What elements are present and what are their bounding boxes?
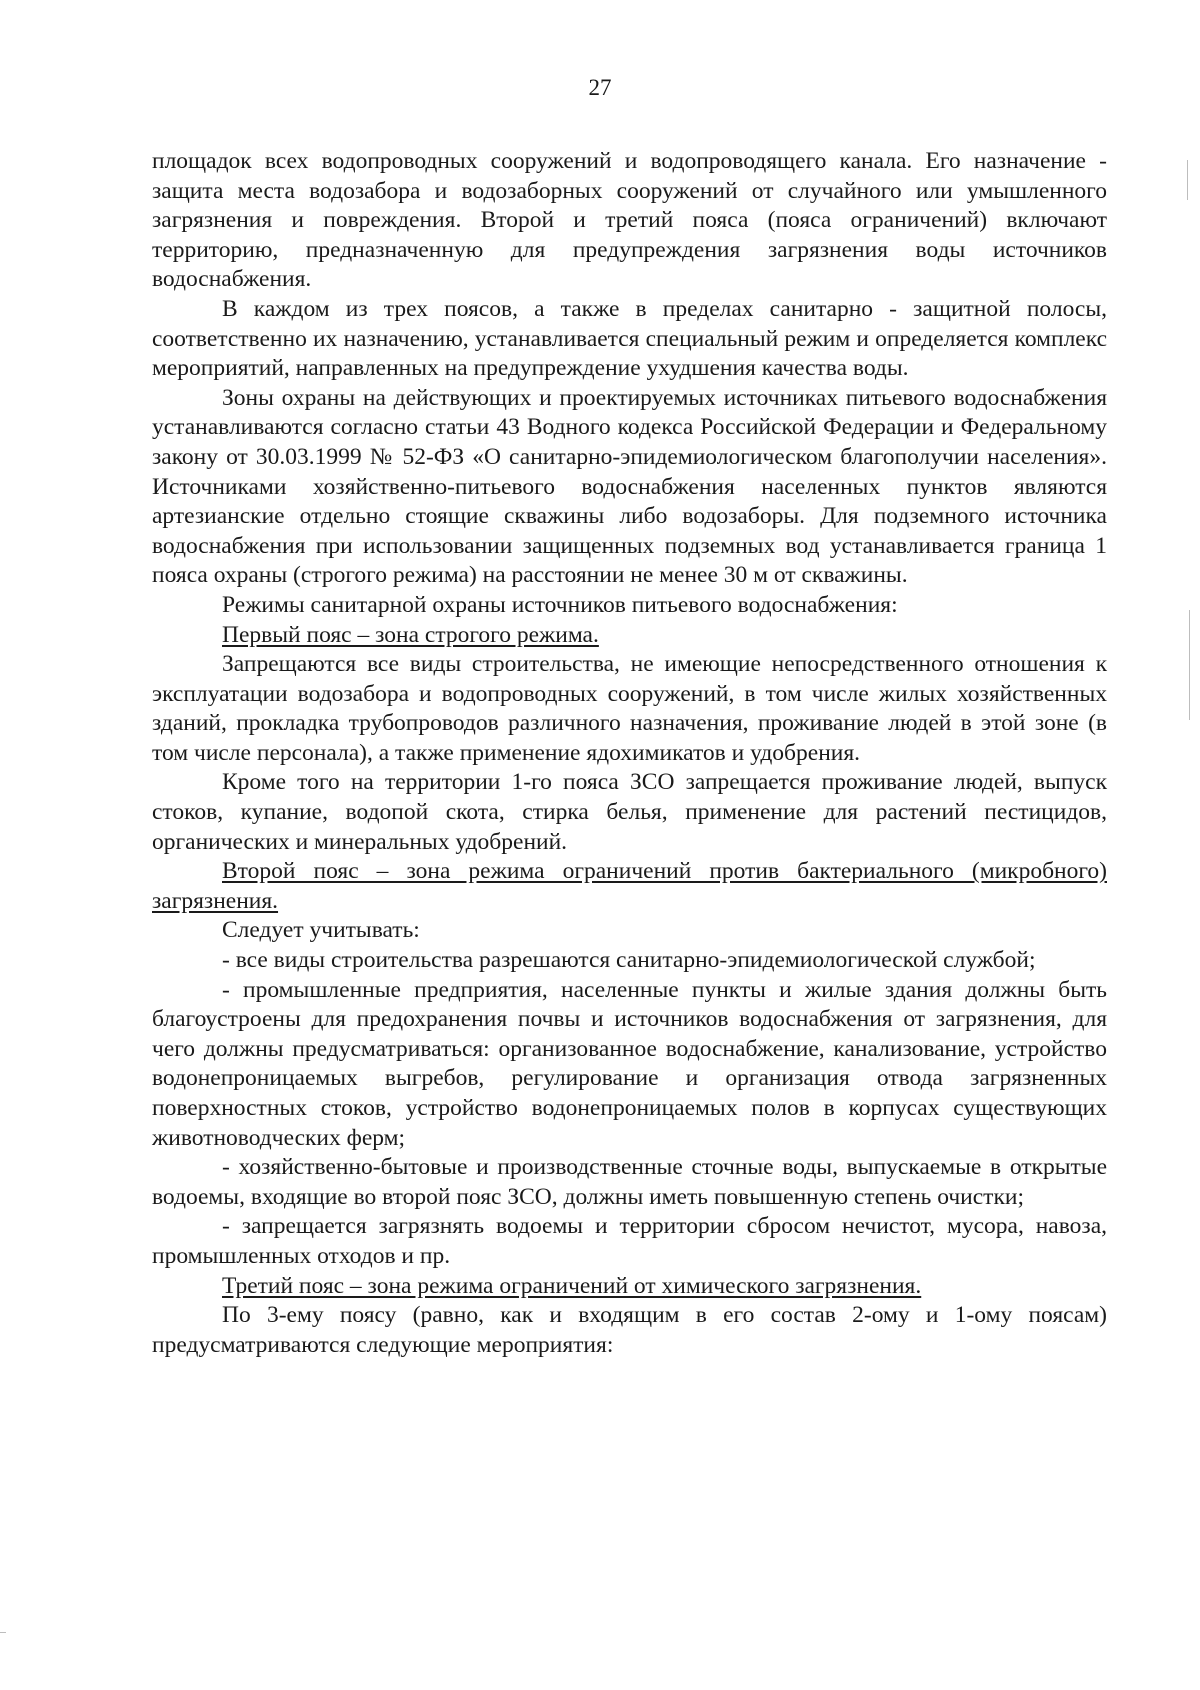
paragraph: площадок всех водопроводных сооружений и водопроводящего канала. Его назначение - защита места водозабора и водозаборных сооружений от случайного или умышленного загрязнения и повреждения. Второй и третий пояса (пояса ограничений) включают территорию, предназначенную для предупреждения загрязнения воды источников водоснабжения. — [152, 148, 1107, 293]
list-item: - все виды строительства разрешаются санитарно-эпидемиологической службой; — [222, 947, 1036, 974]
scan-artifact-left — [0, 1632, 6, 1633]
list-item: - промышленные предприятия, населенные пункты и жилые здания должны быть благоустроены для предохранения почвы и источников водоснабжения от загрязнения, для чего должны предусматриваться: организованное водоснабжение, канализование, устройство водонепроницаемых выгребов, регулирование и организация отвода загрязненных поверхностных стоков, устройство водонепроницаемых полов в корпусах существующих животноводческих ферм; — [152, 976, 1107, 1151]
section-heading-first-belt: Первый пояс – зона строгого режима. — [222, 621, 599, 648]
section-heading-third-belt: Третий пояс – зона режима ограничений от химического загрязнения. — [222, 1272, 922, 1299]
page-number: 27 — [588, 75, 612, 100]
paragraph: В каждом из трех поясов, а также в пределах санитарно - защитной полосы, соответственно их назначению, устанавливается специальный режим и определяется комплекс мероприятий, направленных на предупреждение ухудшения качества воды. — [152, 295, 1107, 382]
paragraph: Зоны охраны на действующих и проектируемых источниках питьевого водоснабжения устанавливаются согласно статьи 43 Водного кодекса Российской Федерации и Федеральному закону от 30.03.1999 № 52-ФЗ «О санитарно-эпидемиологическом благополучии населения». Источниками хозяйственно-питьевого водоснабжения населенных пунктов являются артезианские отдельно стоящие скважины либо водозаборы. Для подземного источника водоснабжения при использовании защищенных подземных вод устанавливается граница 1 пояса охраны (строгого режима) на расстоянии не менее 30 м от скважины. — [152, 384, 1107, 589]
paragraph: Следует учитывать: — [222, 917, 420, 944]
paragraph: Кроме того на территории 1-го пояса ЗСО запрещается проживание людей, выпуск стоков, купание, водопой скота, стирка белья, применение для растений пестицидов, органических и минеральных удобрений. — [152, 769, 1107, 855]
paragraph: По 3-ему поясу (равно, как и входящим в его состав 2-ому и 1-ому поясам) предусматриваются следующие мероприятия: — [152, 1302, 1107, 1358]
scan-artifact-right — [1189, 610, 1190, 720]
paragraph: Запрещаются все виды строительства, не имеющие непосредственного отношения к эксплуатации водозабора и водопроводных сооружений, в том числе жилых хозяйственных зданий, прокладка трубопроводов различного назначения, проживание людей в этой зоне (в том числе персонала), а также применение ядохимикатов и удобрения. — [152, 651, 1107, 766]
section-heading-second-belt: Второй пояс – зона режима ограничений против бактериального (микробного) загрязнения. — [152, 858, 1107, 914]
document-body — [152, 147, 1107, 1360]
scan-artifact-right — [1187, 160, 1188, 200]
list-item: - запрещается загрязнять водоемы и территории сбросом нечистот, мусора, навоза, промышленных отходов и пр. — [152, 1213, 1107, 1269]
paragraph: Режимы санитарной охраны источников питьевого водоснабжения: — [222, 591, 898, 618]
list-item: - хозяйственно-бытовые и производственные сточные воды, выпускаемые в открытые водоемы, входящие во второй пояс ЗСО, должны иметь повышенную степень очистки; — [152, 1154, 1107, 1210]
